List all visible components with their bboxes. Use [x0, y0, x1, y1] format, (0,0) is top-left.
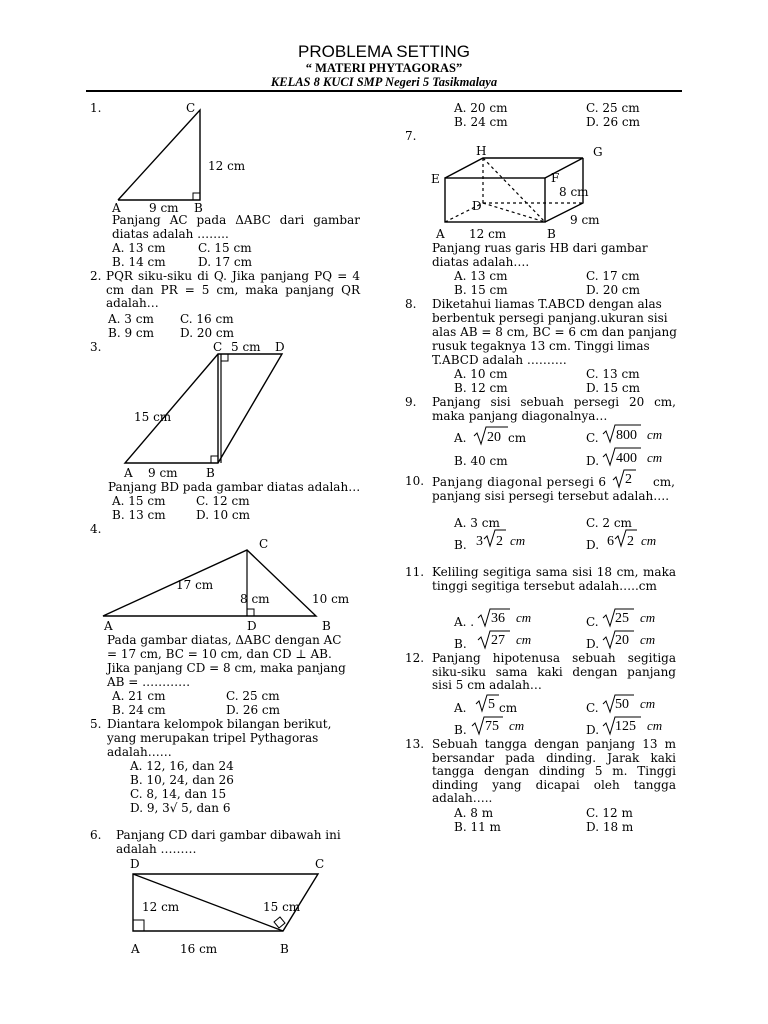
q4-question-line4: AB = …………	[107, 675, 191, 689]
q9-option-c-radicand: 800	[616, 428, 637, 443]
q5-question-line2: yang merupakan tripel Pythagoras	[107, 731, 319, 745]
q4-question-line3: Jika panjang CD = 8 cm, maka panjang	[107, 661, 346, 675]
q7-label-a: A	[436, 227, 445, 241]
q6-option-b: B. 24 cm	[454, 115, 508, 129]
q9-number: 9.	[405, 395, 417, 409]
q2-option-d: D. 20 cm	[180, 326, 235, 340]
q9-option-d-unit: cm	[647, 450, 663, 465]
q3-label-c: C	[213, 340, 223, 354]
q6-question-line1: Panjang CD dari gambar dibawah ini	[116, 828, 341, 842]
q5-option-b: B. 10, 24, dan 26	[130, 773, 234, 787]
q7-label-fb: 8 cm	[559, 185, 589, 199]
q6-label-ad: 12 cm	[142, 900, 180, 914]
q12-option-d-letter: D.	[586, 723, 600, 737]
q9-option-d-radicand: 400	[616, 451, 637, 466]
q1-number: 1.	[90, 101, 102, 115]
q10-option-d-unit: cm	[641, 533, 657, 548]
q3-number: 3.	[90, 340, 102, 354]
q6-option-d: D. 26 cm	[586, 115, 641, 129]
q7-label-d: D	[472, 199, 482, 213]
q10-option-b-unit: cm	[510, 533, 526, 548]
q11-option-d-radicand: 20	[615, 633, 629, 648]
q4-question-line2: = 17 cm, BC = 10 cm, dan CD ⊥ AB.	[107, 647, 332, 661]
class-line: KELAS 8 KUCI SMP Negeri 5 Tasikmalaya	[270, 75, 498, 89]
q3-option-c: C. 12 cm	[196, 494, 250, 508]
q4-label-cd: 8 cm	[240, 592, 270, 606]
q7-label-h: H	[476, 144, 487, 158]
q7-label-e: E	[431, 172, 440, 186]
q13-option-a: A. 8 m	[454, 806, 494, 820]
q12-number: 12.	[405, 651, 425, 665]
q9-option-a-letter: A.	[454, 431, 467, 445]
q4-label-ac: 17 cm	[176, 578, 214, 592]
q3-label-ab: 9 cm	[148, 466, 178, 480]
q3-label-ac: 15 cm	[134, 410, 172, 424]
q7-label-b: B	[547, 227, 556, 241]
q5-option-c: C. 8, 14, dan 15	[130, 787, 227, 801]
q8-number: 8.	[405, 297, 417, 311]
q11-option-a-letter: A. .	[454, 615, 475, 629]
q4-label-b: B	[322, 619, 331, 633]
q10-option-d-letter: D.	[586, 538, 600, 552]
q2-option-a: A. 3 cm	[108, 312, 154, 326]
q6-option-a: A. 20 cm	[454, 101, 508, 115]
q9-option-c-unit: cm	[647, 427, 663, 442]
q6-option-c: C. 25 cm	[586, 101, 640, 115]
page-title: PROBLEMA SETTING	[298, 42, 470, 61]
q11-option-b-unit: cm	[516, 632, 532, 647]
q8-option-d: D. 15 cm	[586, 381, 641, 395]
q6-label-a: A	[131, 942, 140, 956]
q11-number: 11.	[405, 565, 425, 579]
q8-question-line3: alas AB = 8 cm, BC = 6 cm dan panjang	[432, 325, 677, 339]
q5-option-a: A. 12, 16, dan 24	[130, 759, 234, 773]
q10-option-b-letter: B.	[454, 538, 467, 552]
q3-question: Panjang BD pada gambar diatas adalah…	[108, 480, 361, 494]
q3-label-cd: 5 cm	[231, 340, 261, 354]
q10-option-d-coef: 6	[607, 534, 614, 549]
q6-label-c: C	[315, 857, 325, 871]
q8-question-line2: berbentuk persegi panjang.ukuran sisi	[432, 311, 668, 325]
q4-number: 4.	[90, 522, 102, 536]
q9-option-d-letter: D.	[586, 454, 600, 468]
q4-option-a: A. 21 cm	[112, 689, 166, 703]
q1-label-a: A	[112, 201, 121, 215]
q12-option-b-unit: cm	[509, 718, 525, 733]
q6-number: 6.	[90, 828, 102, 842]
q3-label-d: D	[275, 340, 285, 354]
q11-option-b-letter: B.	[454, 637, 467, 651]
q1-label-ab: 9 cm	[149, 201, 179, 215]
q11-option-d-letter: D.	[586, 637, 600, 651]
q4-label-c: C	[259, 537, 269, 551]
q13-number: 13.	[405, 737, 425, 751]
q1-option-d: D. 17 cm	[198, 255, 253, 269]
q13-option-d: D. 18 m	[586, 820, 634, 834]
q10-option-c: C. 2 cm	[586, 516, 632, 530]
q1-option-b: B. 14 cm	[112, 255, 166, 269]
q12-option-d-radicand: 125	[615, 719, 636, 734]
q6-question-line2: adalah ………	[116, 842, 197, 856]
q12-option-c-unit: cm	[640, 696, 656, 711]
q7-option-b: B. 15 cm	[454, 283, 508, 297]
q13-option-c: C. 12 m	[586, 806, 633, 820]
q12-option-a-radicand: 5	[488, 697, 495, 712]
q10-option-a: A. 3 cm	[454, 516, 500, 530]
q12-option-c-radicand: 50	[615, 697, 629, 712]
q11-option-c-unit: cm	[640, 610, 656, 625]
q7-option-c: C. 17 cm	[586, 269, 640, 283]
q7-label-bc: 9 cm	[570, 213, 600, 227]
q8-option-b: B. 12 cm	[454, 381, 508, 395]
q5-question-line3: adalah……	[107, 745, 172, 759]
q11-option-b-radicand: 27	[491, 633, 505, 648]
q1-label-b: B	[194, 201, 203, 215]
q11-question: Keliling segitiga sama sisi 18 cm, maka tinggi segitiga tersebut adalah…..cm	[432, 565, 676, 593]
q4-option-c: C. 25 cm	[226, 689, 280, 703]
q11-option-a-unit: cm	[516, 610, 532, 625]
q8-question-line1: Diketahui liamas T.ABCD dengan alas	[432, 297, 662, 311]
q4-label-bc: 10 cm	[312, 592, 350, 606]
q10-question-text-a: Panjang diagonal persegi 6	[432, 475, 606, 489]
q7-label-ab: 12 cm	[469, 227, 507, 241]
q9-option-a-radicand: 20	[487, 430, 501, 445]
page-subtitle: “ MATERI PHYTAGORAS”	[305, 61, 463, 75]
q12-option-c-letter: C.	[586, 701, 599, 715]
q4-label-a: A	[104, 619, 113, 633]
q7-option-d: D. 20 cm	[586, 283, 641, 297]
q12-option-d-unit: cm	[647, 718, 663, 733]
q2-option-b: B. 9 cm	[108, 326, 154, 340]
q8-question-line5: T.ABCD adalah ……….	[432, 353, 567, 367]
q3-label-a: A	[124, 466, 133, 480]
q3-option-b: B. 13 cm	[112, 508, 166, 522]
q13-question: Sebuah tangga dengan panjang 13 m bersandar pada dinding. Jarak kaki tangga dengan dinding 5 m. Tinggi dinding yang dicapai oleh tangga adalah…..	[432, 737, 676, 806]
q12-option-b-radicand: 75	[485, 719, 499, 734]
q2-number: 2.	[90, 269, 102, 283]
q11-option-c-letter: C.	[586, 615, 599, 629]
q4-option-b: B. 24 cm	[112, 703, 166, 717]
q4-option-d: D. 26 cm	[226, 703, 281, 717]
q2-option-c: C. 16 cm	[180, 312, 234, 326]
q6-label-d: D	[130, 857, 140, 871]
q5-number: 5.	[90, 717, 102, 731]
q9-question: Panjang sisi sebuah persegi 20 cm, maka panjang diagonalnya…	[432, 395, 676, 423]
q10-question-line2: panjang sisi persegi tersebut adalah….	[432, 489, 670, 503]
q2-question: PQR siku-siku di Q. Jika panjang PQ = 4 cm dan PR = 5 cm, maka panjang QR adalah…	[106, 269, 360, 311]
q8-option-c: C. 13 cm	[586, 367, 640, 381]
q3-label-b: B	[206, 466, 215, 480]
q7-label-f: F	[551, 171, 560, 185]
q12-option-a-letter: A.	[454, 701, 467, 715]
q10-option-d-radicand: 2	[627, 534, 634, 549]
q3-option-d: D. 10 cm	[196, 508, 251, 522]
q1-option-c: C. 15 cm	[198, 241, 252, 255]
q10-option-b-radicand: 2	[496, 534, 503, 549]
q12-option-b-letter: B.	[454, 723, 467, 737]
q1-label-bc: 12 cm	[208, 159, 246, 173]
q6-label-b: B	[280, 942, 289, 956]
q6-label-ab: 16 cm	[180, 942, 218, 956]
q10-option-b-coef: 3	[476, 534, 483, 549]
q1-question: Panjang AC pada ΔABC dari gambar diatas adalah ……..	[112, 213, 360, 241]
q11-option-d-unit: cm	[640, 632, 656, 647]
q12-option-a-unit: cm	[499, 701, 518, 715]
q1-option-a: A. 13 cm	[112, 241, 166, 255]
q8-option-a: A. 10 cm	[454, 367, 508, 381]
q7-question-line1: Panjang ruas garis HB dari gambar	[432, 241, 648, 255]
q11-option-c-radicand: 25	[615, 611, 629, 626]
q9-option-c-letter: C.	[586, 431, 599, 445]
q11-option-a-radicand: 36	[491, 611, 505, 626]
q5-option-d: D. 9, 3√ 5, dan 6	[130, 801, 231, 815]
q1-label-c: C	[186, 101, 196, 115]
q7-option-a: A. 13 cm	[454, 269, 508, 283]
q7-label-g: G	[593, 145, 603, 159]
q9-option-a-unit: cm	[508, 431, 527, 445]
q4-question-line1: Pada gambar diatas, ΔABC dengan AC	[107, 633, 342, 647]
q5-question-line1: Diantara kelompok bilangan berikut,	[107, 717, 332, 731]
q4-label-d: D	[247, 619, 257, 633]
q7-question-line2: diatas adalah….	[432, 255, 530, 269]
q7-number: 7.	[405, 129, 417, 143]
q10-number: 10.	[405, 474, 425, 488]
q9-option-b: B. 40 cm	[454, 454, 508, 468]
q13-option-b: B. 11 m	[454, 820, 501, 834]
q3-option-a: A. 15 cm	[112, 494, 166, 508]
q10-question-text-b: cm,	[653, 475, 675, 489]
q8-question-line4: rusuk tegaknya 13 cm. Tinggi limas	[432, 339, 650, 353]
q10-question-radicand: 2	[625, 472, 632, 487]
q6-label-bc: 15 cm	[263, 900, 301, 914]
q12-question: Panjang hipotenusa sebuah segitiga siku-siku sama kaki dengan panjang sisi 5 cm adalah…	[432, 651, 676, 693]
